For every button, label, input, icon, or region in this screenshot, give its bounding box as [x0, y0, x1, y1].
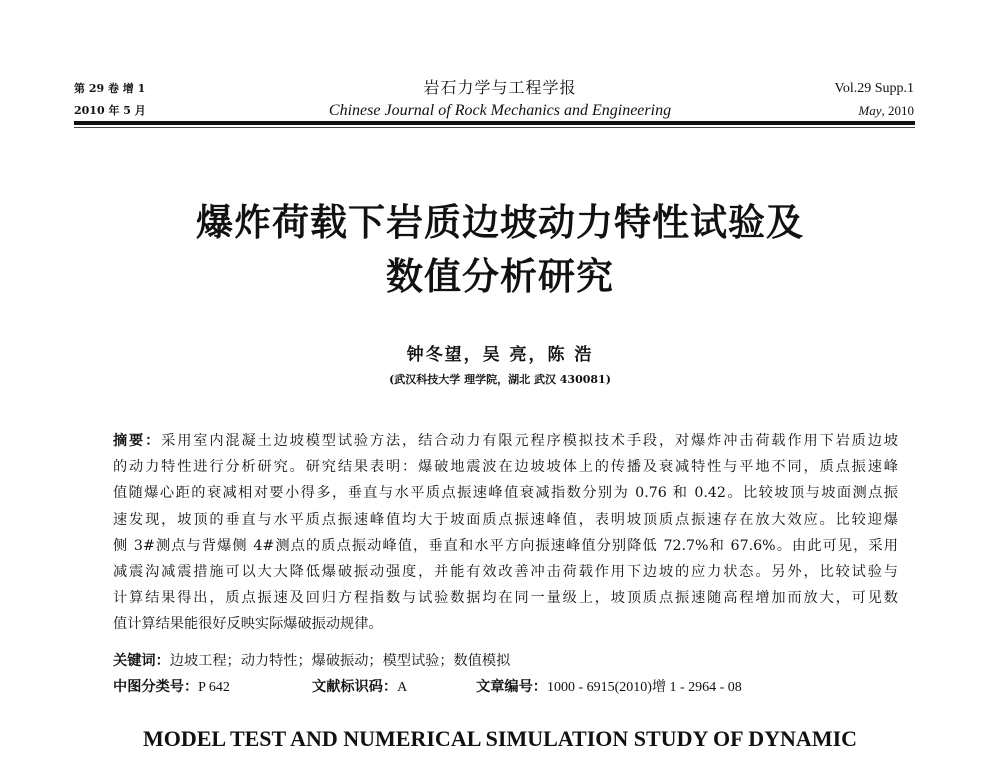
keywords-value: 边坡工程；动力特性；爆破振动；模型试验；数值模拟	[169, 653, 511, 669]
english-title: MODEL TEST AND NUMERICAL SIMULATION STUDY OF DYNAMIC	[142, 726, 858, 751]
abstract-line: 速发现，坡顶的垂直与水平质点振速峰值均大于坡面质点振速峰值，表明坡顶质点振速存在放大效应。比较迎爆	[113, 511, 898, 528]
abstract-line: 值随爆心距的衰减相对要小得多，垂直与水平质点振速峰值衰减指数分别为 0.76 和 0.42。比较坡顶与坡面测点振	[113, 485, 898, 502]
abstract-line: 计算结果得出，质点振速及回归方程指数与试验数据均在同一量级上，坡顶质点振速随高程增加而放大，可见数	[113, 590, 898, 607]
authors: 钟冬望，吴 亮，陈 浩	[406, 345, 594, 365]
header-rule-thin	[74, 127, 915, 128]
volume-en: Vol.29 Supp.1	[834, 81, 914, 96]
date-en	[835, 100, 914, 122]
abstract-label: 摘要：	[113, 433, 162, 449]
date-en-month: May	[858, 103, 882, 118]
date-en-year: , 2010	[881, 103, 914, 118]
affiliation: (武汉科技大学 理学院，湖北 武汉 430081)	[389, 373, 611, 386]
abstract-line: 的动力特性进行分析研究。研究结果表明：爆破地震波在边坡坡体上的传播及衰减特性与平地不同，质点振速峰	[113, 459, 898, 476]
keywords-label: 关键词：	[113, 653, 170, 669]
header-rule-thick	[74, 121, 915, 125]
header-right	[835, 78, 914, 122]
document-code: 文献标识码：A	[312, 679, 408, 695]
paper-title-line-2: 数值分析研究	[386, 255, 614, 298]
date-cn: 2010 年 5 月	[74, 104, 146, 117]
abstract	[113, 428, 898, 638]
abstract-line: 摘要：采用室内混凝土边坡模型试验方法，结合动力有限元程序模拟技术手段，对爆炸冲击荷载作用下岩质边坡	[113, 433, 898, 449]
abstract-line: 侧 3#测点与背爆侧 4#测点的质点振动峰值，垂直和水平方向振速峰值分别降低 72.7%和 67.6%。由此可见，采用	[113, 537, 898, 554]
volume-issue-cn: 第 29 卷 增 1	[74, 82, 146, 95]
keywords	[113, 650, 510, 672]
paper-title	[120, 196, 880, 304]
header-left	[74, 78, 146, 122]
abstract-line: 值计算结果能很好反映实际爆破振动规律。	[113, 616, 383, 633]
header-center	[270, 76, 730, 122]
journal-title-cn: 岩石力学与工程学报	[423, 78, 577, 97]
clc-number: 中图分类号：P 642	[113, 679, 230, 695]
paper-title-line-1: 爆炸荷载下岩质边坡动力特性试验及	[196, 201, 804, 244]
abstract-line: 减震沟减震措施可以大大降低爆破振动强度，并能有效改善冲击荷载作用下边坡的应力状态。另外，比较试验与	[113, 564, 898, 581]
journal-title-en: Chinese Journal of Rock Mechanics and Engineering	[328, 102, 672, 119]
article-number: 文章编号：1000 - 6915(2010)增 1 - 2964 - 08	[476, 679, 742, 695]
